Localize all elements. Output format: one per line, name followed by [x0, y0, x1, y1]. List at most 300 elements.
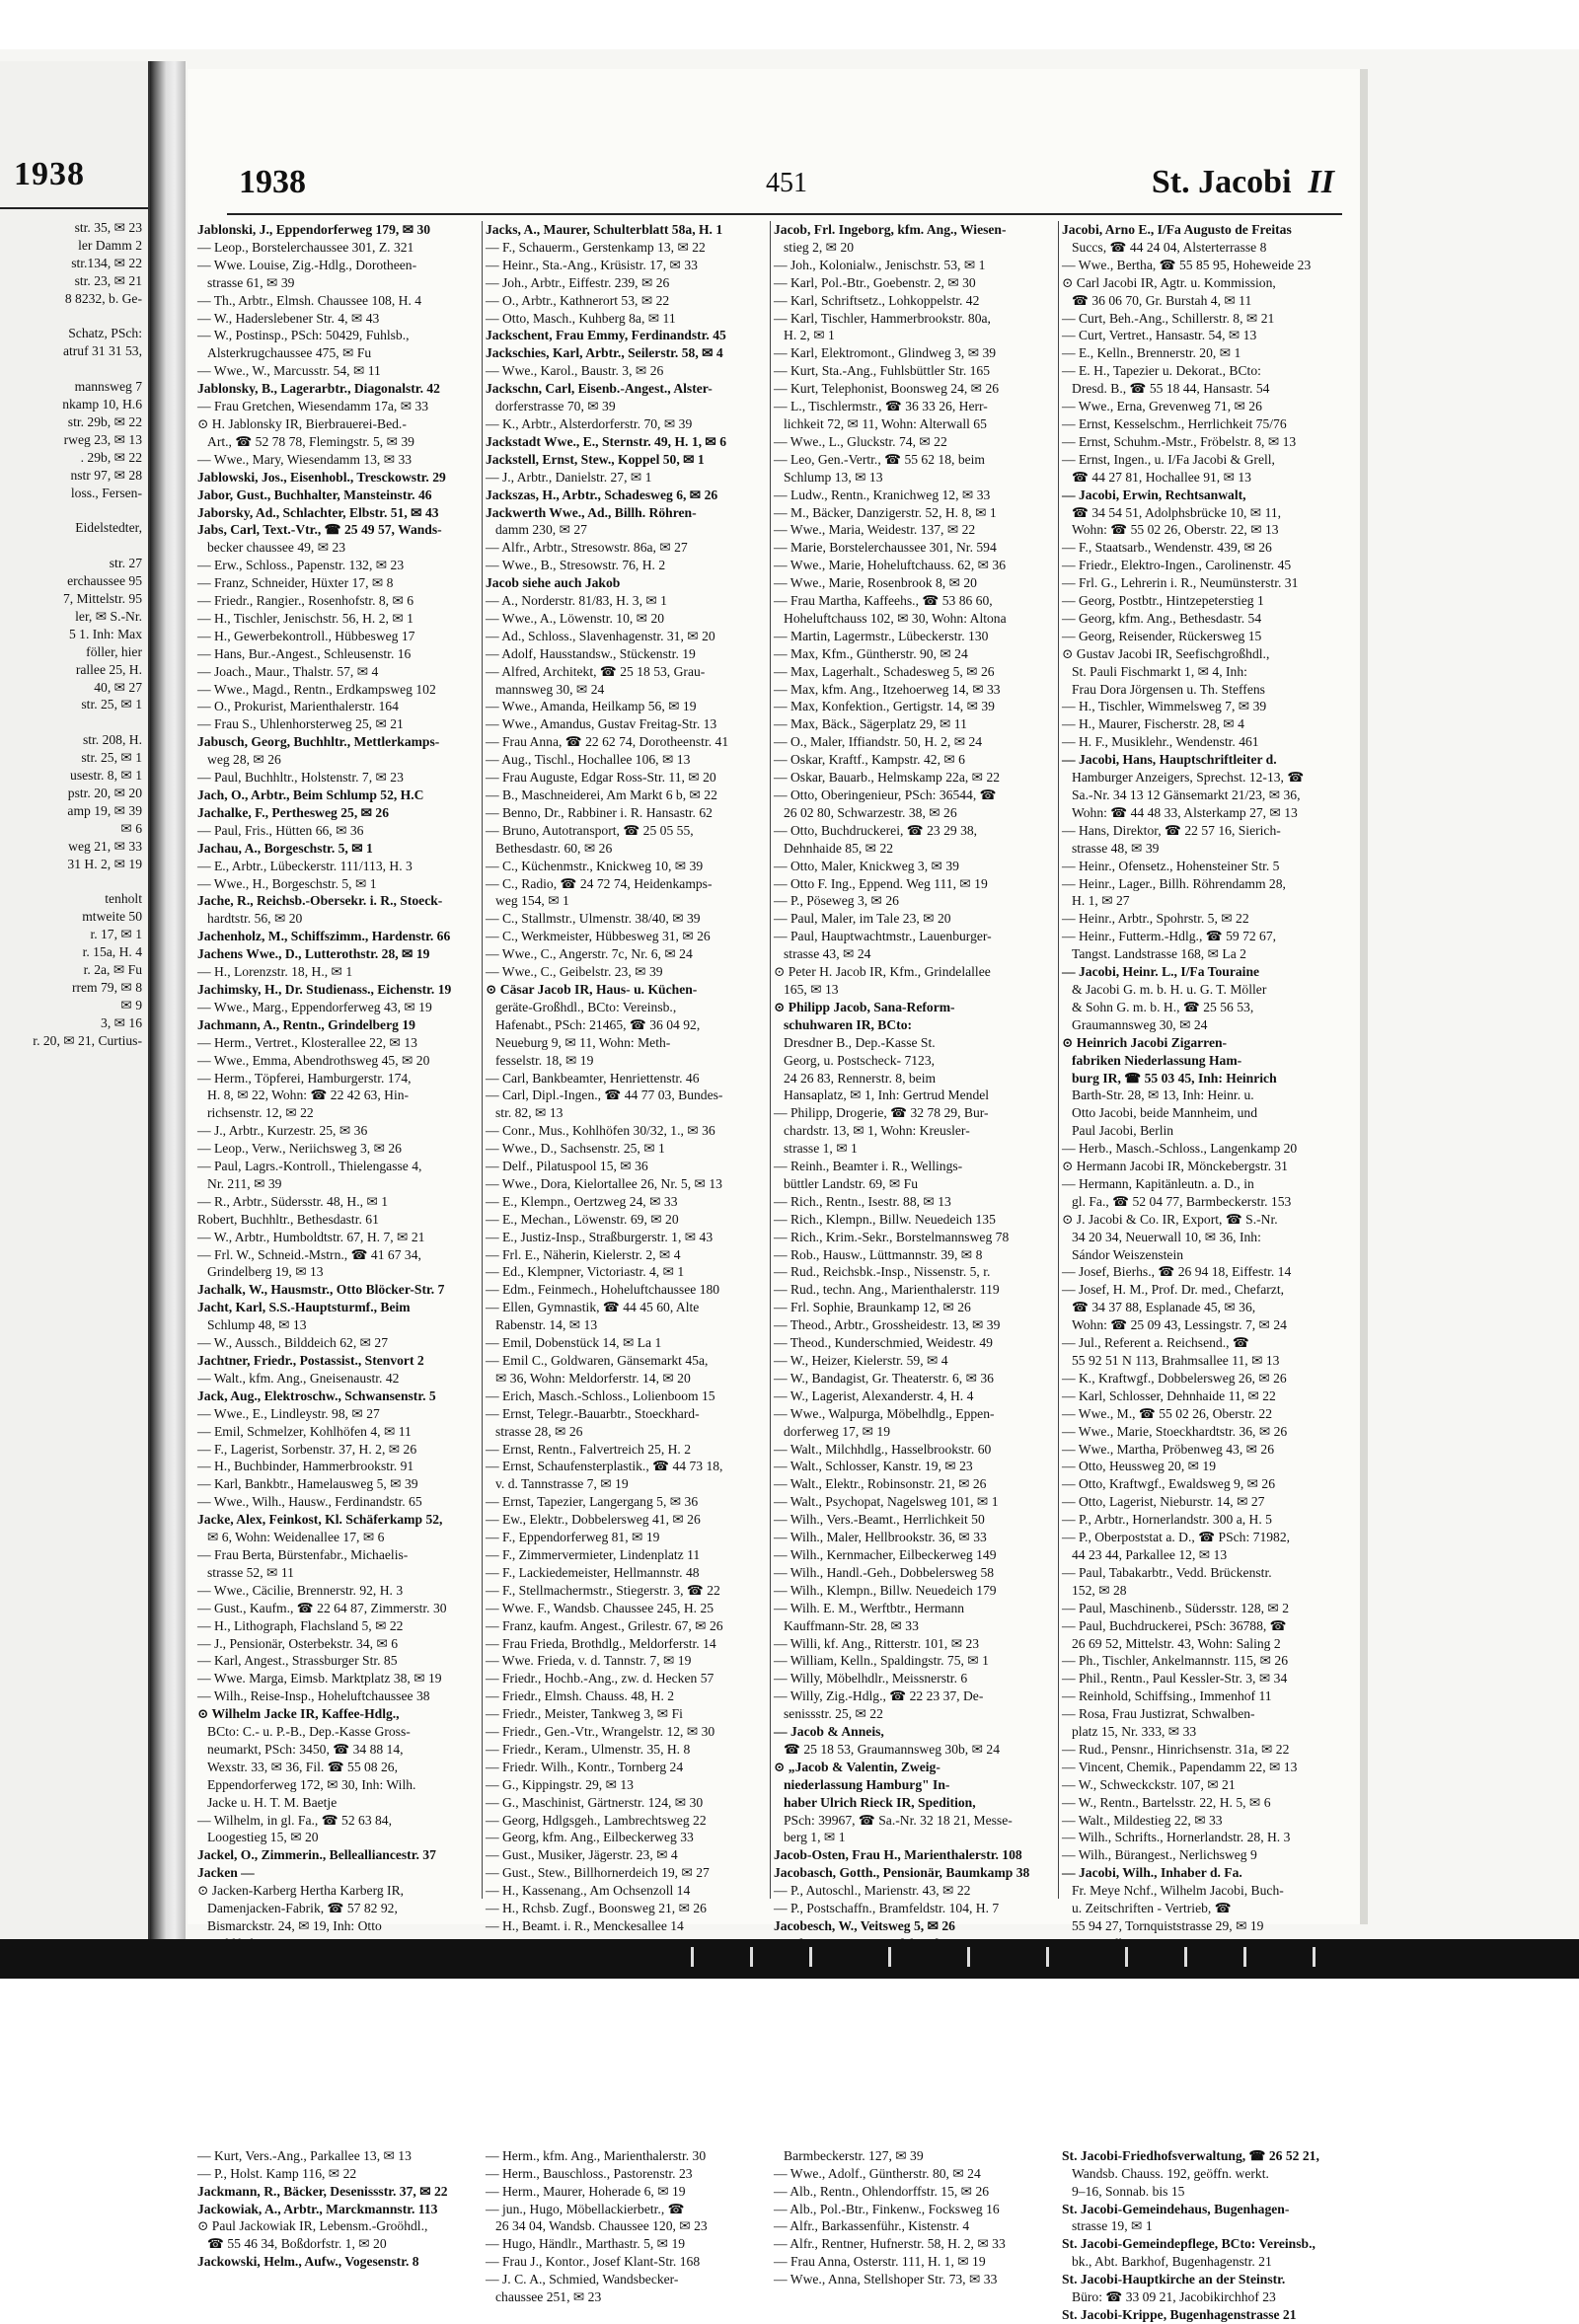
directory-entry-line: St. Jacobi-Hauptkirche an der Steinstr.	[1062, 2272, 1286, 2287]
previous-page-line: Eidelstedter,	[75, 520, 142, 536]
directory-entry-line: — Jacobi, Erwin, Rechtsanwalt,	[1062, 487, 1246, 502]
directory-entry-line: ☎ 36 06 70, Gr. Burstah 4, ✉ 11	[1072, 292, 1252, 308]
directory-entry-line: platz 15, Nr. 333, ✉ 33	[1072, 1724, 1197, 1740]
directory-entry-line: — W., Schweckckstr. 107, ✉ 21	[1062, 1776, 1236, 1792]
directory-entry-line: — Georg, kfm. Ang., Bethesdastr. 54	[1062, 610, 1262, 626]
directory-entry-line: senissstr. 25, ✉ 22	[784, 1706, 883, 1722]
directory-entry-line: ⊙ Heinrich Jacobi Zigarren-	[1062, 1034, 1228, 1050]
directory-entry-line: — Josef, H. M., Prof. Dr. med., Chefarzt,	[1062, 1282, 1285, 1298]
directory-entry-line: Fr. Meye Nchf., Wilhelm Jacobi, Buch-	[1072, 1883, 1284, 1899]
directory-entry-line: — Wwe., Amanda, Heilkamp 56, ✉ 19	[486, 699, 697, 714]
directory-entry-line: — Wwe., W., Marcusstr. 54, ✉ 11	[197, 363, 381, 379]
directory-entry-line: — Edm., Feinmech., Hoheluftchaussee 180	[486, 1282, 720, 1298]
header-rule	[227, 213, 1342, 215]
directory-entry-line: — F., Schauerm., Gerstenkamp 13, ✉ 22	[486, 239, 706, 255]
directory-entry-line: — W., Bandagist, Gr. Theaterstr. 6, ✉ 36	[774, 1370, 994, 1386]
previous-page-line	[0, 537, 148, 555]
directory-entry-line: — Wwe. Marga, Eimsb. Marktplatz 38, ✉ 19	[197, 1671, 442, 1687]
directory-entry-line: Alsterkrugchaussee 475, ✉ Fu	[207, 345, 372, 361]
scanner-tick	[809, 1947, 812, 1967]
directory-entry-line: — P., Arbtr., Hornerlandstr. 300 a, H. 5	[1062, 1512, 1272, 1528]
directory-entry-line: — Friedr., Elmsh. Chauss. 48, H. 2	[486, 1688, 675, 1704]
directory-entry-line: — E. H., Tapezier u. Dekorat., BCto:	[1062, 363, 1261, 379]
directory-entry-line: Jackwerth Wwe., Ad., Billh. Röhren-	[486, 504, 697, 520]
previous-page-line	[0, 308, 148, 326]
directory-entry-line: — Otto, Oberingenieur, PSch: 36544, ☎	[774, 787, 997, 802]
directory-entry-line: — Ad., Schloss., Slavenhagenstr. 31, ✉ 20	[486, 628, 715, 643]
previous-page-line: Schatz, PSch:	[68, 326, 142, 341]
directory-entry-line: — Georg, Postbtr., Hintzepeterstieg 1	[1062, 593, 1264, 609]
directory-entry-line: u. Zeitschriften - Vertrieb, ☎	[1072, 1901, 1232, 1916]
directory-entry-line: Graumannsweg 30, ✉ 24	[1072, 1016, 1208, 1032]
directory-entry-line: — Jacobi, Wilh., Inhaber d. Fa.	[1062, 1865, 1242, 1881]
directory-entry-line: — Georg, kfm. Ang., Eilbeckerweg 33	[486, 1830, 694, 1845]
directory-entry-line: — Otto, Heussweg 20, ✉ 19	[1062, 1459, 1217, 1474]
directory-entry-line: fabriken Niederlassung Ham-	[1072, 1052, 1242, 1068]
directory-entry-line: Wohn: ☎ 44 48 33, Alsterkamp 27, ✉ 13	[1072, 804, 1298, 820]
directory-entry-line: ☎ 44 27 81, Hochallee 91, ✉ 13	[1072, 469, 1251, 485]
directory-entry-line: Dehnhaide 85, ✉ 22	[784, 840, 894, 856]
directory-entry-line: bk., Abt. Barkhof, Bugenhagenstr. 21	[1072, 2254, 1272, 2270]
directory-entry-line: Robert, Buchhltr., Bethesdastr. 61	[197, 1211, 379, 1227]
directory-entry-line: burg IR, ☎ 55 03 45, Inh: Heinrich	[1072, 1070, 1277, 1086]
previous-page-line: mtweite 50	[82, 909, 142, 925]
directory-entry-line: — O., Maler, Iffiandstr. 50, H. 2, ✉ 24	[774, 734, 983, 750]
directory-entry-line: — Heinr., Sta.-Ang., Krüsistr. 17, ✉ 33	[486, 257, 698, 272]
directory-entry-line: St. Jacobi-Gemeindehaus, Bugenhagen-	[1062, 2201, 1290, 2216]
directory-entry-line: — Willy, Zig.-Hdlg., ☎ 22 23 37, De-	[774, 1688, 984, 1704]
directory-entry-line: — Frau Gretchen, Wiesendamm 17a, ✉ 33	[197, 399, 429, 414]
directory-entry-line: — Rich., Rentn., Isestr. 88, ✉ 13	[774, 1193, 951, 1209]
previous-page-line: nkamp 10, H.6	[62, 397, 142, 412]
directory-entry-line: Tangst. Landstrasse 168, ✉ La 2	[1072, 946, 1246, 962]
directory-entry-line: — Otto F. Ing., Eppend. Weg 111, ✉ 19	[774, 875, 988, 891]
directory-entry-line: — Conr., Mus., Kohlhöfen 30/32, 1., ✉ 36	[486, 1123, 715, 1139]
directory-entry-line: ⊙ J. Jacobi & Co. IR, Export, ☎ S.-Nr.	[1062, 1211, 1278, 1227]
directory-entry-line: — Aug., Tischl., Hochallee 106, ✉ 13	[486, 752, 691, 768]
directory-entry-line: — Kurt, Vers.-Ang., Parkallee 13, ✉ 13	[197, 2147, 412, 2163]
directory-entry-line: — H., Maurer, Fischerstr. 28, ✉ 4	[1062, 716, 1244, 732]
directory-entry-line: — Otto, Masch., Kuhberg 8a, ✉ 11	[486, 310, 676, 326]
directory-entry-line: strasse 43, ✉ 24	[784, 946, 871, 962]
directory-entry-line: PSch: 39967, ☎ Sa.-Nr. 32 18 21, Messe-	[784, 1812, 1013, 1828]
directory-entry-line: — Georg, Hdlgsgeh., Lambrechtsweg 22	[486, 1812, 707, 1828]
directory-entry-line: Schlump 13, ✉ 13	[784, 469, 883, 485]
directory-entry-line: Jackszas, H., Arbtr., Schadesweg 6, ✉ 26	[486, 487, 718, 502]
previous-page-line: . 29b, ✉ 22	[80, 449, 142, 465]
directory-entry-line: — Kurt, Telephonist, Boonsweg 24, ✉ 26	[774, 381, 1000, 397]
directory-entry-line: — Paul, Hauptwachtmstr., Lauenburger-	[774, 929, 992, 944]
directory-entry-line: Sa.-Nr. 34 13 12 Gänsemarkt 21/23, ✉ 36,	[1072, 787, 1301, 802]
directory-entry-line: chaussee 251, ✉ 23	[495, 2289, 602, 2305]
previous-page-line: ✉ 6	[120, 820, 142, 836]
directory-entry-line: lichkeit 72, ✉ 11, Wohn: Alterwall 65	[784, 415, 987, 431]
directory-entry-line: Jackstell, Ernst, Stew., Koppel 50, ✉ 1	[486, 451, 705, 467]
directory-entry-line: — Delf., Pilatuspool 15, ✉ 36	[486, 1159, 648, 1174]
directory-entry-line: — Ernst, Schaufensterplastik., ☎ 44 73 18,	[486, 1459, 723, 1474]
directory-entry-line: becker chaussee 49, ✉ 23	[207, 540, 346, 556]
directory-entry-line: — H. F., Musiklehr., Wendenstr. 461	[1062, 734, 1259, 750]
directory-entry-line: — Carl, Bankbeamter, Henriettenstr. 46	[486, 1070, 700, 1086]
directory-entry-line: — Rich., Klempn., Billw. Neuedeich 135	[774, 1211, 996, 1227]
directory-entry-line: — Wilhelm, in gl. Fa., ☎ 52 63 84,	[197, 1812, 393, 1828]
directory-entry-line: Jabusch, Georg, Buchhltr., Mettlerkamps-	[197, 734, 440, 750]
previous-page-line: rallee 25, H.	[75, 661, 142, 677]
directory-entry-line: — Paul, Maschinenb., Südersstr. 128, ✉ 2	[1062, 1600, 1290, 1615]
directory-entry-line: — Jul., Referent a. Reichsend., ☎	[1062, 1335, 1249, 1351]
directory-entry-line: — Wwe., M., ☎ 55 02 26, Oberstr. 22	[1062, 1405, 1273, 1421]
column-2	[486, 221, 766, 2305]
directory-entry-line: weg 28, ✉ 26	[207, 752, 281, 768]
directory-entry-line: — Leop., Verw., Neriichsweg 3, ✉ 26	[197, 1141, 402, 1157]
directory-entry-line: Jache, R., Reichsb.-Obersekr. i. R., Stoeck-	[197, 893, 443, 909]
directory-entry-line: Jacobi, Arno E., I/Fa Augusto de Freitas	[1062, 222, 1292, 237]
previous-page-line: 5 1. Inh: Max	[68, 626, 142, 641]
directory-entry-line: — F., Staatsarb., Wendenstr. 439, ✉ 26	[1062, 540, 1272, 556]
directory-entry-line: 34 20 34, Neuerwall 10, ✉ 36, Inh:	[1072, 1229, 1261, 1244]
directory-entry-line: — P., Postschaffn., Bramfeldstr. 104, H. 7	[774, 1901, 1000, 1916]
directory-entry-line: — Franz, kaufm. Angest., Grilestr. 67, ✉ 26	[486, 1617, 723, 1633]
directory-entry-line: — Wwe., Wilh., Hausw., Ferdinandstr. 65	[197, 1494, 422, 1510]
directory-entry-line: — Herm., Vertret., Klosterallee 22, ✉ 13	[197, 1034, 417, 1050]
directory-entry-line: — Wwe., B., Stresowstr. 76, H. 2	[486, 558, 666, 573]
directory-entry-line: 55 92 51 N 113, Brahmsallee 11, ✉ 13	[1072, 1353, 1280, 1368]
directory-entry-line: — Max, kfm. Ang., Itzehoerweg 14, ✉ 33	[774, 681, 1001, 697]
directory-entry-line: Jablowski, Jos., Eisenhobl., Tresckowstr. 29	[197, 469, 446, 485]
previous-page-line: atruf 31 31 53,	[62, 343, 142, 359]
scanner-tick	[691, 1947, 694, 1967]
directory-entry-line: Jachimsky, H., Dr. Studienass., Eichenstr. 19	[197, 981, 452, 997]
directory-entry-line: — H., Gewerbekontroll., Hübbesweg 17	[197, 628, 415, 643]
header-place	[1152, 164, 1334, 201]
directory-entry-line: — Wwe., Adolf., Güntherstr. 80, ✉ 24	[774, 2165, 981, 2181]
directory-entry-line: — Frau Frieda, Brothdlg., Meldorferstr. 14	[486, 1635, 716, 1651]
directory-entry-line: — E., Klempn., Oertzweg 24, ✉ 33	[486, 1193, 678, 1209]
directory-entry-line: — W., Rentn., Bartelsstr. 22, H. 5, ✉ 6	[1062, 1794, 1271, 1810]
directory-entry-line: Jachtner, Friedr., Postassist., Stenvort 2	[197, 1353, 424, 1368]
directory-entry-line: Jacke u. H. T. M. Baetje	[207, 1794, 338, 1810]
directory-entry-line: — Friedr., Meister, Tankweg 3, ✉ Fi	[486, 1706, 683, 1722]
previous-page-line: ler, ✉ S.-Nr.	[75, 608, 142, 624]
directory-entry-line: — C., Stallmstr., Ulmenstr. 38/40, ✉ 39	[486, 911, 701, 927]
column-divider	[482, 221, 483, 1899]
directory-entry-line: Hamburger Anzeigers, Sprechst. 12-13, ☎	[1072, 770, 1305, 786]
directory-entry-line: — Paul, Buchhltr., Holstenstr. 7, ✉ 23	[197, 770, 404, 786]
directory-entry-line: — Joach., Maur., Thalstr. 57, ✉ 4	[197, 663, 379, 679]
directory-entry-line: — Friedr., Rangier., Rosenhofstr. 8, ✉ 6	[197, 593, 414, 609]
directory-entry-line: Jacken —	[197, 1865, 255, 1881]
directory-entry-line: — Jacobi, Hans, Hauptschriftleiter d.	[1062, 752, 1277, 768]
directory-entry-line: — Wwe., Mary, Wiesendamm 13, ✉ 33	[197, 451, 413, 467]
directory-entry-line: Jacobesch, W., Veitsweg 5, ✉ 26	[774, 1918, 955, 1933]
directory-entry-line: Hansaplatz, ✉ 1, Inh: Gertrud Mendel	[784, 1087, 990, 1103]
book-gutter	[150, 61, 186, 1986]
directory-entry-line: — Frl. W., Schneid.-Mstrn., ☎ 41 67 34,	[197, 1246, 421, 1262]
directory-entry-line: — F., Stellmachermstr., Stiegerstr. 3, ☎ 22	[486, 1582, 720, 1598]
directory-entry-line: — Hans, Direktor, ☎ 22 57 16, Sierich-	[1062, 822, 1281, 838]
directory-entry-line: Schlump 48, ✉ 13	[207, 1317, 307, 1333]
directory-entry-line: — Wwe., C., Geibelstr. 23, ✉ 39	[486, 964, 663, 980]
directory-entry-line: — C., Küchenmstr., Knickweg 10, ✉ 39	[486, 858, 704, 873]
directory-entry-line: — Wwe., Maria, Weidestr. 137, ✉ 22	[774, 522, 976, 538]
directory-entry-line: niederlassung Hamburg" In-	[784, 1776, 950, 1792]
directory-entry-line: — Hermann, Kapitänleutn. a. D., in	[1062, 1175, 1254, 1191]
previous-page-line: föller, hier	[86, 643, 142, 659]
directory-entry-line: Jablonski, J., Eppendorferweg 179, ✉ 30	[197, 222, 431, 237]
directory-entry-line: Neueburg 9, ✉ 11, Wohn: Meth-	[495, 1034, 671, 1050]
directory-entry-line: — H., Buchbinder, Hammerbrookstr. 91	[197, 1459, 414, 1474]
directory-entry-line: — K., Kraftwgf., Dobbelersweg 26, ✉ 26	[1062, 1370, 1287, 1386]
directory-entry-line: — Erich, Masch.-Schloss., Lolienboom 15	[486, 1387, 715, 1403]
directory-entry-line: — Heinr., Ofensetz., Hohensteiner Str. 5	[1062, 858, 1280, 873]
directory-entry-line: — Frl. G., Lehrerin i. R., Neumünsterstr. 31	[1062, 575, 1299, 591]
directory-entry-line: H. 2, ✉ 1	[784, 328, 835, 343]
directory-entry-line: — Wilh., Reise-Insp., Hoheluftchaussee 38	[197, 1688, 430, 1704]
directory-entry-line: — Frau Berta, Bürstenfabr., Michaelis-	[197, 1546, 409, 1562]
directory-entry-line: — Reinhold, Schiffsing., Immenhof 11	[1062, 1688, 1272, 1704]
directory-entry-line: — Wilh. E. M., Werftbtr., Hermann	[774, 1600, 965, 1615]
directory-entry-line: — Heinr., Futterm.-Hdlg., ☎ 59 72 67,	[1062, 929, 1277, 944]
directory-entry-line: — G., Maschinist, Gärtnerstr. 124, ✉ 30	[486, 1794, 704, 1810]
directory-entry-line: Jacob-Osten, Frau H., Marienthalerstr. 108	[774, 1847, 1022, 1863]
directory-entry-line: — Wwe., Martha, Pröbenweg 43, ✉ 26	[1062, 1441, 1275, 1457]
directory-entry-line: — E., Arbtr., Lübeckerstr. 111/113, H. 3	[197, 858, 413, 873]
directory-entry-line: — C., Radio, ☎ 24 72 74, Heidenkamps-	[486, 875, 713, 891]
directory-entry-line: büttler Landstr. 69, ✉ Fu	[784, 1175, 918, 1191]
scanner-tick	[1184, 1947, 1187, 1967]
directory-entry-line: — W., Arbtr., Humboldtstr. 67, H. 7, ✉ 21	[197, 1229, 425, 1244]
directory-entry-line: — Erw., Schloss., Papenstr. 132, ✉ 23	[197, 558, 405, 573]
previous-page-rule	[0, 207, 148, 209]
directory-entry-line: — Wilh., Kernmacher, Eilbeckerweg 149	[774, 1546, 997, 1562]
previous-page-line: pstr. 20, ✉ 20	[67, 786, 142, 800]
directory-entry-line: — F., Eppendorferweg 81, ✉ 19	[486, 1530, 660, 1545]
directory-entry-line: — Gust., Musiker, Jägerstr. 23, ✉ 4	[486, 1847, 678, 1863]
directory-entry-line: — Rob., Hausw., Lüttmannstr. 39, ✉ 8	[774, 1246, 983, 1262]
directory-entry-line: — W., Postinsp., PSch: 50429, Fuhlsb.,	[197, 328, 410, 343]
directory-entry-line: ⊙ Carl Jacobi IR, Agtr. u. Kommission,	[1062, 274, 1276, 290]
directory-entry-line: strasse 61, ✉ 39	[207, 274, 295, 290]
directory-entry-line: — jun., Hugo, Möbellackierbetr., ☎	[486, 2201, 685, 2216]
directory-entry-line: Wohn: ☎ 55 02 26, Oberstr. 22, ✉ 13	[1072, 522, 1279, 538]
previous-page-line: str. 25, ✉ 1	[81, 697, 142, 712]
directory-entry-line: — Frau Martha, Kaffeehs., ☎ 53 86 60,	[774, 593, 993, 609]
directory-entry-line: Jackmann, R., Bäcker, Desenissstr. 37, ✉ 22	[197, 2183, 448, 2199]
directory-entry-line: — Wwe., Marg., Eppendorferweg 43, ✉ 19	[197, 999, 432, 1014]
directory-entry-line: strasse 1, ✉ 1	[784, 1141, 858, 1157]
directory-entry-line: dorferstrasse 70, ✉ 39	[495, 399, 616, 414]
directory-entry-line: — Wwe., Dora, Kielortallee 26, Nr. 5, ✉ 13	[486, 1175, 722, 1191]
directory-entry-line: — Wilh., Schrifts., Hornerlandstr. 28, H. 3	[1062, 1830, 1291, 1845]
previous-page-text	[0, 219, 148, 1050]
directory-entry-line: — Max, Konfektion., Gertigstr. 14, ✉ 39	[774, 699, 995, 714]
directory-entry-line: — Ernst, Telegr.-Bauarbtr., Stoeckhard-	[486, 1405, 700, 1421]
directory-entry-line: — Josef, Bierhs., ☎ 26 94 18, Eiffestr. 14	[1062, 1264, 1292, 1280]
directory-entry-line: — Bruno, Autotransport, ☎ 25 05 55,	[486, 822, 694, 838]
directory-entry-line: damm 230, ✉ 27	[495, 522, 587, 538]
previous-page-line	[0, 360, 148, 378]
directory-entry-line: Jachens Wwe., D., Lutterothstr. 28, ✉ 19	[197, 946, 430, 962]
directory-entry-line: Sándor Weiszenstein	[1072, 1246, 1184, 1262]
previous-page-line: usestr. 8, ✉ 1	[70, 768, 142, 784]
directory-entry-line: — O., Arbtr., Kathnerort 53, ✉ 22	[486, 292, 670, 308]
directory-entry-line: — Carl, Dipl.-Ingen., ☎ 44 77 03, Bundes-	[486, 1087, 723, 1103]
scanner-tick	[967, 1947, 970, 1967]
directory-entry-line: — Vincent, Chemik., Papendamm 22, ✉ 13	[1062, 1759, 1298, 1774]
directory-entry-line: Jabs, Carl, Text.-Vtr., ☎ 25 49 57, Wands-	[197, 522, 442, 538]
previous-page-line: 40, ✉ 27	[94, 679, 142, 695]
directory-entry-line: Jaborsky, Ad., Schlachter, Elbstr. 51, ✉ 43	[197, 504, 439, 520]
previous-page-line: rrem 79, ✉ 8	[71, 979, 142, 995]
directory-entry-line: — Phil., Rentn., Paul Kessler-Str. 3, ✉ 34	[1062, 1671, 1288, 1687]
directory-entry-line: — Rud., techn. Ang., Marienthalerstr. 119	[774, 1282, 1000, 1298]
directory-entry-line: — H., Tischler, Wimmelsweg 7, ✉ 39	[1062, 699, 1267, 714]
column-divider	[1058, 221, 1059, 1899]
previous-page-line: str.134, ✉ 22	[71, 255, 142, 270]
directory-entry-line: richsenstr. 12, ✉ 22	[207, 1105, 314, 1121]
directory-entry-line: — Ernst, Kesselschm., Herrlichkeit 75/76	[1062, 415, 1287, 431]
directory-entry-line: — Walt., Milchhdlg., Hasselbrookstr. 60	[774, 1441, 992, 1457]
directory-entry-line: — B., Maschneiderei, Am Markt 6 b, ✉ 22	[486, 787, 717, 802]
previous-page-line: r. 17, ✉ 1	[90, 927, 142, 942]
directory-entry-line: — P., Oberpoststat a. D., ☎ PSch: 71982,	[1062, 1530, 1291, 1545]
directory-entry-line: — Walt., Psychopat, Nagelsweg 101, ✉ 1	[774, 1494, 999, 1510]
directory-entry-line: — Reinh., Beamter i. R., Wellings-	[774, 1159, 963, 1174]
directory-entry-line: — Willy, Möbelhdlr., Meissnerstr. 6	[774, 1671, 968, 1687]
directory-entry-line: — M., Bäcker, Danzigerstr. 52, H. 8, ✉ 1	[774, 504, 997, 520]
directory-entry-line: — Paul, Lagrs.-Kontroll., Thielengasse 4,	[197, 1159, 422, 1174]
directory-entry-line: ⊙ H. Jablonsky IR, Bierbrauerei-Bed.-	[197, 415, 407, 431]
header-page-number: 451	[766, 168, 807, 198]
previous-page-line: str. 25, ✉ 1	[81, 750, 142, 766]
directory-entry-line: gl. Fa., ☎ 52 04 77, Barmbeckerstr. 153	[1072, 1193, 1292, 1209]
directory-entry-line: — Paul, Fris., Hütten 66, ✉ 36	[197, 822, 364, 838]
directory-entry-line: — Theod., Kunderschmied, Weidestr. 49	[774, 1335, 993, 1351]
directory-entry-line: Jachau, A., Borgeschstr. 5, ✉ 1	[197, 840, 373, 856]
directory-entry-line: ☎ 34 54 51, Adolphsbrücke 10, ✉ 11,	[1072, 504, 1282, 520]
directory-entry-line: strasse 52, ✉ 11	[207, 1564, 294, 1580]
directory-entry-line: — Frau Anna, ☎ 22 62 74, Dorotheenstr. 41	[486, 734, 729, 750]
directory-entry-line: Hoheluftchauss 102, ✉ 30, Wohn: Altona	[784, 610, 1007, 626]
directory-entry-line: ⊙ Hermann Jacobi IR, Mönckebergstr. 31	[1062, 1159, 1288, 1174]
directory-entry-line: Jackschn, Carl, Eisenb.-Angest., Alster-	[486, 381, 713, 397]
directory-entry-line: — Wwe. Louise, Zig.-Hdlg., Dorotheen-	[197, 257, 417, 272]
directory-entry-line: Barmbeckerstr. 127, ✉ 39	[784, 2147, 924, 2163]
directory-entry-line: Jackschent, Frau Emmy, Ferdinandstr. 45	[486, 328, 726, 343]
directory-entry-line: H. 8, ✉ 22, Wohn: ☎ 22 42 63, Hin-	[207, 1087, 410, 1103]
directory-entry-line: ✉ 6, Wohn: Weidenallee 17, ✉ 6	[207, 1530, 385, 1545]
directory-entry-line: — Paul, Tabakarbtr., Vedd. Brückenstr.	[1062, 1564, 1272, 1580]
directory-entry-line: — Curt, Beh.-Ang., Schillerstr. 8, ✉ 21	[1062, 310, 1275, 326]
previous-page-line: 8 8232, b. Ge-	[64, 290, 142, 306]
directory-entry-line: mannsweg 30, ✉ 24	[495, 681, 605, 697]
directory-entry-line: — W., Haderslebener Str. 4, ✉ 43	[197, 310, 380, 326]
directory-entry-line: — Frau S., Uhlenhorsterweg 25, ✉ 21	[197, 716, 404, 732]
directory-entry-line: — Benno, Dr., Rabbiner i. R. Hansastr. 62	[486, 804, 713, 820]
directory-entry-line: Bethesdastr. 60, ✉ 26	[495, 840, 613, 856]
directory-entry-line: Damenjacken-Fabrik, ☎ 57 82 92,	[207, 1901, 398, 1916]
directory-entry-line: ⊙ Gustav Jacobi IR, Seefischgroßhdl.,	[1062, 645, 1270, 661]
header-year: 1938	[239, 164, 306, 200]
scanner-tick	[888, 1947, 891, 1967]
directory-entry-line: ✉ 36, Wohn: Meldorferstr. 14, ✉ 20	[495, 1370, 691, 1386]
directory-entry-line: — Wwe., Anna, Stellshoper Str. 73, ✉ 33	[774, 2272, 998, 2287]
directory-entry-line: weg 154, ✉ 1	[495, 893, 569, 909]
directory-entry-line: — Wwe., D., Sachsenstr. 25, ✉ 1	[486, 1141, 665, 1157]
directory-entry-line: Jablonsky, B., Lagerarbtr., Diagonalstr. 42	[197, 381, 440, 397]
directory-entry-line: — H., Beamt. i. R., Menckesallee 14	[486, 1918, 684, 1933]
directory-entry-line: — Wwe., L., Gluckstr. 74, ✉ 22	[774, 433, 947, 449]
directory-entry-line: Hafenabt., PSch: 21465, ☎ 36 04 92,	[495, 1016, 701, 1032]
directory-entry-line: — Max, Kfm., Güntherstr. 90, ✉ 24	[774, 645, 968, 661]
directory-entry-line: — Herm., Bauschloss., Pastorenstr. 23	[486, 2165, 693, 2181]
scanner-tick	[1313, 1947, 1316, 1967]
directory-entry-line: — Oskar, Kraftf., Kampstr. 42, ✉ 6	[774, 752, 965, 768]
directory-entry-line: — E., Justiz-Insp., Straßburgerstr. 1, ✉ 43	[486, 1229, 714, 1244]
directory-entry-line: ⊙ Paul Jackowiak IR, Lebensm.-Groöhdl.,	[197, 2218, 428, 2234]
directory-entry-line: — H., Lorenzstr. 18, H., ✉ 1	[197, 964, 353, 980]
directory-entry-line: — Frau Anna, Osterstr. 111, H. 1, ✉ 19	[774, 2254, 986, 2270]
directory-entry-line: — Frau Auguste, Edgar Ross-Str. 11, ✉ 20	[486, 770, 716, 786]
directory-entry-line: — Franz, Schneider, Hüxter 17, ✉ 8	[197, 575, 394, 591]
directory-entry-line: — Karl, Bankbtr., Hamelausweg 5, ✉ 39	[197, 1476, 418, 1492]
directory-entry-line: — Wwe., Bertha, ☎ 55 85 95, Hoheweide 23	[1062, 257, 1312, 272]
directory-entry-line: — Wwe., Marie, Stoeckhardtstr. 36, ✉ 26	[1062, 1423, 1288, 1439]
directory-entry-line: — Ernst, Tapezier, Langergang 5, ✉ 36	[486, 1494, 699, 1510]
directory-entry-line: 165, ✉ 13	[784, 981, 839, 997]
directory-entry-line: Jackowiak, A., Arbtr., Marckmannstr. 113	[197, 2201, 438, 2216]
directory-entry-line: — Adolf, Hausstandsw., Stückenstr. 19	[486, 645, 696, 661]
directory-entry-line: — H., Tischler, Jenischstr. 56, H. 2, ✉ 1	[197, 610, 414, 626]
directory-entry-line: — Hugo, Händlr., Marthastr. 5, ✉ 19	[486, 2236, 686, 2252]
directory-entry-line: — Wwe., E., Lindleystr. 98, ✉ 27	[197, 1405, 380, 1421]
directory-entry-line: — Wwe., Emma, Abendrothsweg 45, ✉ 20	[197, 1052, 430, 1068]
directory-entry-line: — Alfred, Architekt, ☎ 25 18 53, Grau-	[486, 663, 706, 679]
directory-entry-line: — O., Prokurist, Marienthalerstr. 164	[197, 699, 399, 714]
directory-entry-line: Loogestieg 15, ✉ 20	[207, 1830, 319, 1845]
directory-entry-line: Jachenholz, M., Schiffszimm., Hardenstr. 66	[197, 929, 451, 944]
directory-entry-line: — Gust., Kaufm., ☎ 22 64 87, Zimmerstr. 30	[197, 1600, 447, 1615]
directory-entry-line: — Hans, Bur.-Angest., Schleusenstr. 16	[197, 645, 412, 661]
directory-entry-line: — Marie, Borstelerchaussee 301, Nr. 594	[774, 540, 997, 556]
directory-entry-line: — Heinr., Arbtr., Spohrstr. 5, ✉ 22	[1062, 911, 1249, 927]
previous-page-line: r. 15a, H. 4	[82, 944, 142, 960]
directory-entry-line: — Frau J., Kontor., Josef Klant-Str. 168	[486, 2254, 701, 2270]
directory-entry-line: — Otto, Maler, Knickweg 3, ✉ 39	[774, 858, 959, 873]
directory-entry-line: 152, ✉ 28	[1072, 1582, 1127, 1598]
directory-entry-line: 26 34 04, Wandsb. Chaussee 120, ✉ 23	[495, 2218, 708, 2234]
directory-entry-line: — Leo, Gen.-Vertr., ☎ 55 62 18, beim	[774, 451, 986, 467]
directory-entry-line: — Georg, Reisender, Rückersweg 15	[1062, 628, 1262, 643]
directory-entry-line: — Philipp, Drogerie, ☎ 32 78 29, Bur-	[774, 1105, 989, 1121]
directory-entry-line: — Wilh., Klempn., Billw. Neuedeich 179	[774, 1582, 997, 1598]
directory-entry-line: — Alfr., Arbtr., Stresowstr. 86a, ✉ 27	[486, 540, 688, 556]
directory-entry-line: — J., Pensionär, Osterbekstr. 34, ✉ 6	[197, 1635, 399, 1651]
directory-entry-line: strasse 48, ✉ 39	[1072, 840, 1160, 856]
directory-entry-line: — Frl. Sophie, Braunkamp 12, ✉ 26	[774, 1300, 971, 1315]
directory-entry-line: Eppendorferweg 172, ✉ 30, Inh: Wilh.	[207, 1776, 416, 1792]
directory-entry-line: — Oskar, Bauarb., Helmskamp 22a, ✉ 22	[774, 770, 1001, 786]
directory-entry-line: — Wilh., Handl.-Geh., Dobbelersweg 58	[774, 1564, 995, 1580]
directory-entry-line: — E., Kelln., Brennerstr. 20, ✉ 1	[1062, 345, 1241, 361]
scanner-tick	[1125, 1947, 1128, 1967]
directory-entry-line: chardstr. 13, ✉ 1, Wohn: Kreusler-	[784, 1123, 970, 1139]
previous-page-line: amp 19, ✉ 39	[67, 802, 142, 818]
directory-entry-line: — Friedr., Elektro-Ingen., Carolinenstr. 45	[1062, 558, 1292, 573]
directory-entry-line: — W., Lagerist, Alexanderstr. 4, H. 4	[774, 1387, 974, 1403]
directory-entry-line: — Wwe., Karol., Baustr. 3, ✉ 26	[486, 363, 664, 379]
directory-entry-line: — Leop., Borstelerchaussee 301, Z. 321	[197, 239, 414, 255]
